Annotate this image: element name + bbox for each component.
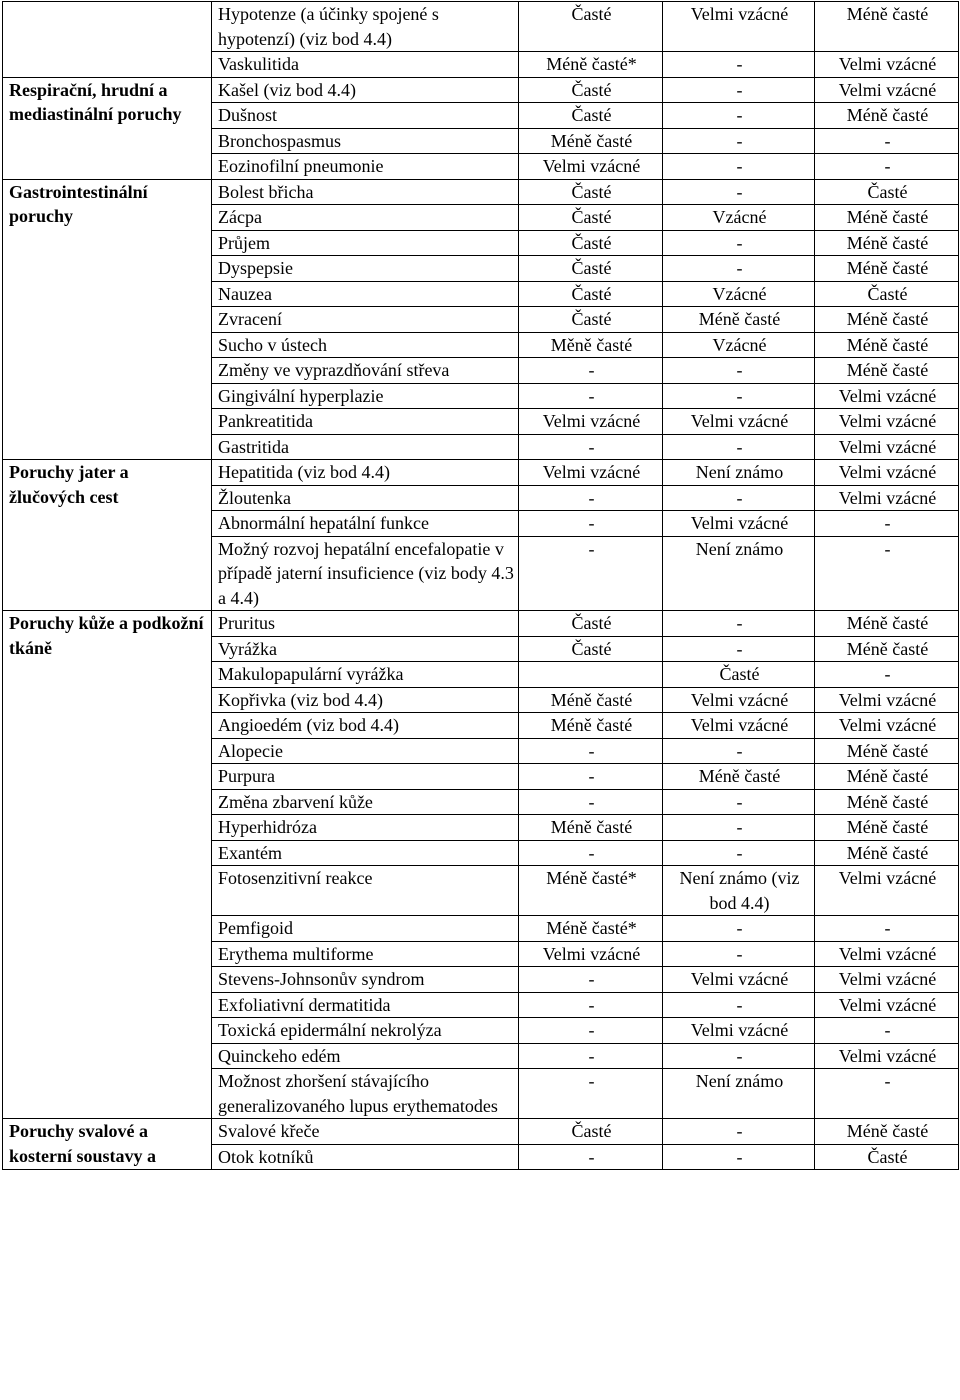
frequency-cell-2: Méně časté <box>663 764 815 790</box>
adverse-effect-cell: Dyspepsie <box>212 256 519 282</box>
frequency-cell-3: Velmi vzácné <box>815 687 959 713</box>
organ-class-label: Gastrointestinální poruchy <box>3 179 212 460</box>
frequency-cell-1: Časté <box>519 256 663 282</box>
frequency-cell-2: - <box>663 154 815 180</box>
adverse-effect-cell: Změna zbarvení kůže <box>212 789 519 815</box>
frequency-cell-3: Velmi vzácné <box>815 383 959 409</box>
frequency-cell-3: Méně časté <box>815 307 959 333</box>
adverse-effect-cell: Zácpa <box>212 205 519 231</box>
organ-class-label <box>3 2 212 78</box>
adverse-effect-cell: Průjem <box>212 230 519 256</box>
frequency-cell-1: Velmi vzácné <box>519 460 663 486</box>
adverse-effect-cell: Pemfigoid <box>212 916 519 942</box>
frequency-cell-2: - <box>663 611 815 637</box>
frequency-cell-2: Velmi vzácné <box>663 511 815 537</box>
frequency-cell-2: - <box>663 103 815 129</box>
adverse-effect-cell: Eozinofilní pneumonie <box>212 154 519 180</box>
frequency-cell-1: Méně časté* <box>519 916 663 942</box>
frequency-cell-1: Měně časté <box>519 332 663 358</box>
adverse-effect-cell: Zvracení <box>212 307 519 333</box>
frequency-cell-3: Méně časté <box>815 230 959 256</box>
frequency-cell-1: - <box>519 511 663 537</box>
frequency-cell-1: - <box>519 1069 663 1119</box>
frequency-cell-3: Velmi vzácné <box>815 941 959 967</box>
frequency-cell-2: - <box>663 256 815 282</box>
frequency-cell-3: Velmi vzácné <box>815 77 959 103</box>
frequency-cell-1: - <box>519 789 663 815</box>
adverse-effect-cell: Otok kotníků <box>212 1144 519 1170</box>
frequency-cell-2: - <box>663 916 815 942</box>
frequency-cell-2: Velmi vzácné <box>663 1018 815 1044</box>
frequency-cell-3: Velmi vzácné <box>815 992 959 1018</box>
adverse-effect-cell: Bronchospasmus <box>212 128 519 154</box>
frequency-cell-3: Méně časté <box>815 332 959 358</box>
frequency-cell-3: Velmi vzácné <box>815 485 959 511</box>
adverse-effect-cell: Abnormální hepatální funkce <box>212 511 519 537</box>
frequency-cell-2: - <box>663 1119 815 1145</box>
table-row <box>3 1119 959 1145</box>
frequency-cell-1: Časté <box>519 307 663 333</box>
adverse-effect-cell: Kopřivka (viz bod 4.4) <box>212 687 519 713</box>
frequency-cell-2: - <box>663 358 815 384</box>
frequency-cell-3: Méně časté <box>815 358 959 384</box>
table-row <box>3 611 959 637</box>
adverse-effect-cell: Stevens-Johnsonův syndrom <box>212 967 519 993</box>
frequency-cell-1: - <box>519 536 663 611</box>
frequency-cell-1: - <box>519 1043 663 1069</box>
adverse-effect-cell: Erythema multiforme <box>212 941 519 967</box>
frequency-cell-1: Časté <box>519 230 663 256</box>
adverse-effect-cell: Angioedém (viz bod 4.4) <box>212 713 519 739</box>
adverse-effect-cell: Žloutenka <box>212 485 519 511</box>
frequency-cell-2: - <box>663 77 815 103</box>
frequency-cell-2: Velmi vzácné <box>663 713 815 739</box>
frequency-cell-3: Méně časté <box>815 789 959 815</box>
adverse-effect-cell: Pruritus <box>212 611 519 637</box>
adverse-effect-cell: Vaskulitida <box>212 52 519 78</box>
frequency-cell-2: Vzácné <box>663 332 815 358</box>
frequency-cell-3: - <box>815 128 959 154</box>
frequency-cell-2: - <box>663 789 815 815</box>
frequency-cell-2: Méně časté <box>663 307 815 333</box>
frequency-cell-1: Méně časté <box>519 128 663 154</box>
adverse-effect-cell: Svalové křeče <box>212 1119 519 1145</box>
frequency-cell-2: Není známo <box>663 1069 815 1119</box>
frequency-cell-2: - <box>663 1144 815 1170</box>
frequency-cell-3: Méně časté <box>815 636 959 662</box>
adverse-effect-cell: Dušnost <box>212 103 519 129</box>
frequency-cell-3: Méně časté <box>815 1119 959 1145</box>
frequency-cell-2: Časté <box>663 662 815 688</box>
frequency-cell-2: - <box>663 992 815 1018</box>
frequency-cell-1: Méně časté <box>519 815 663 841</box>
frequency-cell-1: - <box>519 738 663 764</box>
frequency-cell-1: Časté <box>519 2 663 52</box>
adverse-effect-cell: Možnost zhoršení stávajícího generalizovaného lupus erythematodes <box>212 1069 519 1119</box>
adverse-effect-cell: Alopecie <box>212 738 519 764</box>
frequency-cell-1: Časté <box>519 103 663 129</box>
adverse-effect-cell: Exantém <box>212 840 519 866</box>
frequency-cell-2: Vzácné <box>663 205 815 231</box>
frequency-cell-1: Časté <box>519 77 663 103</box>
frequency-cell-3: - <box>815 511 959 537</box>
frequency-cell-1: Velmi vzácné <box>519 154 663 180</box>
adverse-effects-table <box>2 1 959 1170</box>
adverse-effect-cell: Hyperhidróza <box>212 815 519 841</box>
table-row <box>3 460 959 486</box>
frequency-cell-3: - <box>815 154 959 180</box>
frequency-cell-1: Méně časté <box>519 713 663 739</box>
frequency-cell-1: - <box>519 992 663 1018</box>
frequency-cell-2: - <box>663 383 815 409</box>
frequency-cell-2: - <box>663 230 815 256</box>
frequency-cell-3: - <box>815 662 959 688</box>
adverse-effect-cell: Změny ve vyprazdňování střeva <box>212 358 519 384</box>
frequency-cell-2: Velmi vzácné <box>663 687 815 713</box>
frequency-cell-1: Časté <box>519 611 663 637</box>
frequency-cell-1: Méně časté* <box>519 866 663 916</box>
adverse-effect-cell: Hepatitida (viz bod 4.4) <box>212 460 519 486</box>
frequency-cell-1: - <box>519 967 663 993</box>
frequency-cell-2: - <box>663 840 815 866</box>
adverse-effect-cell: Kašel (viz bod 4.4) <box>212 77 519 103</box>
frequency-cell-2: - <box>663 128 815 154</box>
frequency-cell-1: - <box>519 1018 663 1044</box>
frequency-cell-1: Časté <box>519 179 663 205</box>
frequency-cell-2: - <box>663 738 815 764</box>
frequency-cell-3: - <box>815 1069 959 1119</box>
frequency-cell-3: Časté <box>815 1144 959 1170</box>
frequency-cell-1: - <box>519 485 663 511</box>
frequency-cell-3: Méně časté <box>815 256 959 282</box>
frequency-cell-1: - <box>519 434 663 460</box>
frequency-cell-1: Velmi vzácné <box>519 409 663 435</box>
frequency-cell-3: Velmi vzácné <box>815 1043 959 1069</box>
frequency-cell-3: Velmi vzácné <box>815 409 959 435</box>
table-row <box>3 77 959 103</box>
frequency-cell-2: Velmi vzácné <box>663 967 815 993</box>
frequency-cell-3: - <box>815 536 959 611</box>
frequency-cell-2: - <box>663 434 815 460</box>
frequency-cell-2: - <box>663 815 815 841</box>
frequency-cell-3: Velmi vzácné <box>815 460 959 486</box>
frequency-cell-2: Není známo (viz bod 4.4) <box>663 866 815 916</box>
adverse-effect-cell: Bolest břicha <box>212 179 519 205</box>
frequency-cell-3: - <box>815 1018 959 1044</box>
adverse-effect-cell: Exfoliativní dermatitida <box>212 992 519 1018</box>
frequency-cell-1: Časté <box>519 281 663 307</box>
adverse-effect-cell: Vyrážka <box>212 636 519 662</box>
organ-class-label: Poruchy kůže a podkožní tkáně <box>3 611 212 1119</box>
frequency-cell-1: - <box>519 840 663 866</box>
frequency-cell-3: Méně časté <box>815 815 959 841</box>
frequency-cell-2: Velmi vzácné <box>663 409 815 435</box>
adverse-effect-cell: Gastritida <box>212 434 519 460</box>
frequency-cell-3: Velmi vzácné <box>815 434 959 460</box>
frequency-cell-3: Velmi vzácné <box>815 52 959 78</box>
frequency-cell-3: Časté <box>815 281 959 307</box>
frequency-cell-2: - <box>663 52 815 78</box>
organ-class-label: Poruchy svalové a kosterní soustavy a <box>3 1119 212 1170</box>
frequency-cell-2: Vzácné <box>663 281 815 307</box>
adverse-effect-cell: Sucho v ústech <box>212 332 519 358</box>
frequency-cell-1: - <box>519 764 663 790</box>
frequency-cell-3: Méně časté <box>815 103 959 129</box>
frequency-cell-1: Méně časté <box>519 687 663 713</box>
frequency-cell-3: Méně časté <box>815 205 959 231</box>
frequency-cell-3: Méně časté <box>815 840 959 866</box>
adverse-effect-cell: Fotosenzitivní reakce <box>212 866 519 916</box>
frequency-cell-2: Velmi vzácné <box>663 2 815 52</box>
organ-class-label: Poruchy jater a žlučových cest <box>3 460 212 611</box>
adverse-effect-cell: Nauzea <box>212 281 519 307</box>
frequency-cell-2: Není známo <box>663 536 815 611</box>
frequency-cell-3: Méně časté <box>815 611 959 637</box>
adverse-effect-cell: Toxická epidermální nekrolýza <box>212 1018 519 1044</box>
frequency-cell-1: - <box>519 358 663 384</box>
frequency-cell-3: Velmi vzácné <box>815 967 959 993</box>
frequency-cell-3: Časté <box>815 179 959 205</box>
frequency-cell-2: - <box>663 485 815 511</box>
adverse-effect-cell: Gingivální hyperplazie <box>212 383 519 409</box>
table-row <box>3 2 959 52</box>
frequency-cell-3: Velmi vzácné <box>815 866 959 916</box>
frequency-cell-1: Časté <box>519 636 663 662</box>
frequency-cell-3: Méně časté <box>815 738 959 764</box>
frequency-cell-3: Velmi vzácné <box>815 713 959 739</box>
frequency-cell-1: - <box>519 1144 663 1170</box>
adverse-effect-cell: Možný rozvoj hepatální encefalopatie v případě jaterní insuficience (viz body 4.3 a 4.4) <box>212 536 519 611</box>
frequency-cell-1 <box>519 662 663 688</box>
frequency-cell-1: Méně časté* <box>519 52 663 78</box>
adverse-effect-cell: Hypotenze (a účinky spojené s hypotenzí) (viz bod 4.4) <box>212 2 519 52</box>
adverse-effect-cell: Makulopapulární vyrážka <box>212 662 519 688</box>
frequency-cell-1: Časté <box>519 1119 663 1145</box>
frequency-cell-1: Časté <box>519 205 663 231</box>
frequency-cell-1: - <box>519 383 663 409</box>
frequency-cell-2: - <box>663 1043 815 1069</box>
frequency-cell-2: Není známo <box>663 460 815 486</box>
organ-class-label: Respirační, hrudní a mediastinální poruchy <box>3 77 212 179</box>
adverse-effect-cell: Purpura <box>212 764 519 790</box>
frequency-cell-2: - <box>663 636 815 662</box>
table-row <box>3 179 959 205</box>
frequency-cell-3: Méně časté <box>815 764 959 790</box>
frequency-cell-2: - <box>663 179 815 205</box>
frequency-cell-1: Velmi vzácné <box>519 941 663 967</box>
table-body <box>3 2 959 1170</box>
adverse-effect-cell: Quinckeho edém <box>212 1043 519 1069</box>
frequency-cell-3: - <box>815 916 959 942</box>
frequency-cell-3: Méně časté <box>815 2 959 52</box>
frequency-cell-2: - <box>663 941 815 967</box>
adverse-effect-cell: Pankreatitida <box>212 409 519 435</box>
